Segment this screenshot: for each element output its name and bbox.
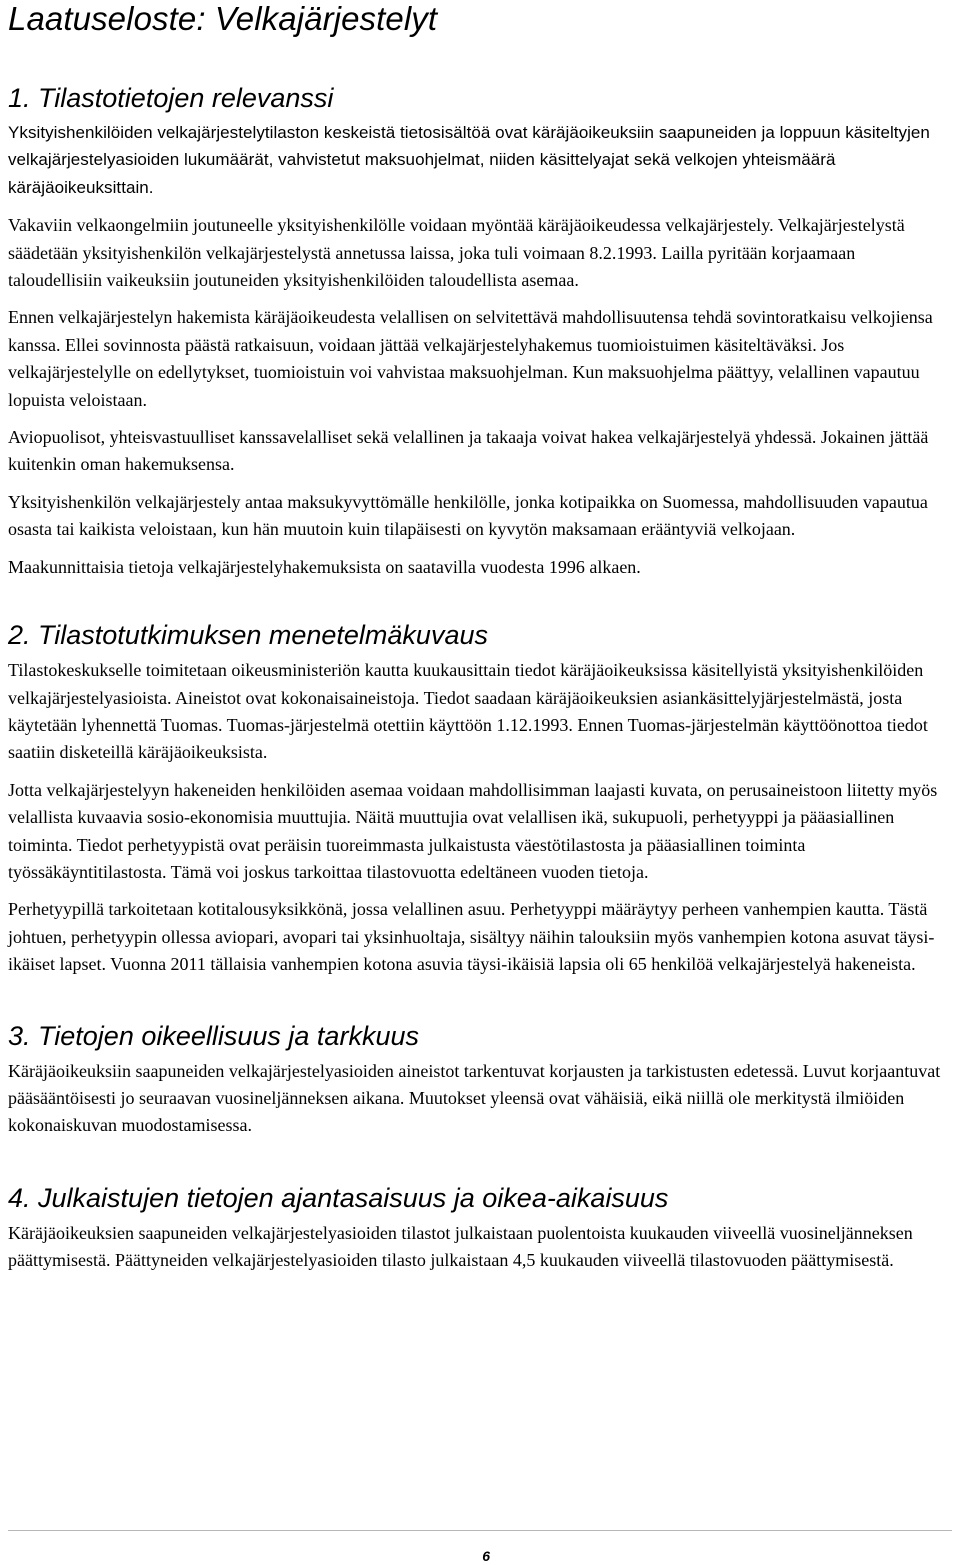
section-heading-methodology: 2. Tilastotutkimuksen menetelmäkuvaus — [8, 620, 488, 651]
paragraph: Tilastokeskukselle toimitetaan oikeusministeriön kautta kuukausittain tiedot käräjäoikeuksissa käsitellyistä yksityishenkilöiden velkajärjestelyasioista. Aineistot ovat kokonaisaineistoja. Tiedot saadaan käräjäoikeuksien asiankäsittelyjärjestelmästä, josta käytetään lyhennettä Tuomas. Tuomas-järjestelmä otettiin käyttöön 1.12.1993. Ennen Tuomas-järjestelmän käyttöönottoa tiedot saatiin disketeillä käräjäoikeuksista. — [8, 660, 928, 763]
footer-divider — [8, 1530, 952, 1531]
paragraph: Ennen velkajärjestelyn hakemista käräjäoikeudesta velallisen on selvitettävä mahdollisuutensa tehdä sovintoratkaisu velkojiensa kanssa. Ellei sovinnosta päästä ratkaisuun, voidaan jättää velkajärjestelyhakemus tuomioistuimen käsiteltäväksi. Jos velkajärjestelylle on edellytykset, tuomioistuin voi vahvistaa maksuohjelman. Kun maksuohjelma päättyy, velallinen vapautuu lopuista veloistaan. — [8, 307, 933, 410]
paragraph: Jotta velkajärjestelyyn hakeneiden henkilöiden asemaa voidaan mahdollisimman laajasti kuvata, on perusaineistoon liitetty myös velallista kuvaavia sosio-ekonomisia muuttujia. Näitä muuttujia ovat velallisen ikä, sukupuoli, perhetyyppi ja pääasiallinen toiminta. Tiedot perhetyypistä ovat peräisin tuoreimmasta julkaistusta väestötilastosta ja pääasiallinen toiminta työssäkäyntitilastosta. Tämä voi joskus tarkoittaa tilastovuotta edeltäneen vuoden tietoja. — [8, 779, 938, 882]
paragraph: Käräjäoikeuksien saapuneiden velkajärjestelyasioiden tilastot julkaistaan puolentoista kuukauden viiveellä vuosineljänneksen päättymisestä. Päättyneiden velkajärjestelyasioiden tilasto julkaistaan 4,5 kuukauden viiveellä tilastovuoden päättymisestä. — [8, 1222, 913, 1271]
paragraph: Maakunnittaisia tietoja velkajärjestelyhakemuksista on saatavilla vuodesta 1996 alkaen. — [8, 556, 641, 577]
paragraph: Perhetyypillä tarkoitetaan kotitalousyksikkönä, jossa velallinen asuu. Perhetyyppi määräytyy perheen vanhempien kautta. Tästä johtuen, perhetyypin ollessa aviopari, avopari tai yksinhuoltaja, sisältyy näihin talouksiin myös vanhempien kotona asuvat täysi-ikäiset lapset. Vuonna 2011 tällaisia vanhempien kotona asuvia täysi-ikäisiä lapsia oli 65 henkilöä velkajärjestelyä hakeneista. — [8, 899, 935, 975]
paragraph: Vakaviin velkaongelmiin joutuneelle yksityishenkilölle voidaan myöntää käräjäoikeudessa velkajärjestely. Velkajärjestelystä säädetään yksityishenkilön velkajärjestelystä annetussa laissa, joka tuli voimaan 8.2.1993. Lailla pyritään korjaamaan taloudellisiin vaikeuksiin joutuneiden yksityishenkilöiden taloudellista asemaa. — [8, 215, 905, 291]
section-heading-accuracy: 3. Tietojen oikeellisuus ja tarkkuus — [8, 1020, 419, 1051]
paragraph: Aviopuolisot, yhteisvastuulliset kanssavelalliset sekä velallinen ja takaaja voivat hakea velkajärjestelyä yhdessä. Jokainen jättää kuitenkin oman hakemuksensa. — [8, 427, 929, 475]
section-heading-relevance: 1. Tilastotietojen relevanssi — [8, 83, 334, 113]
page-number: 6 — [482, 1548, 490, 1564]
paragraph: Yksityishenkilön velkajärjestely antaa maksukyvyttömälle henkilölle, jonka kotipaikka on Suomessa, mahdollisuuden vapautua osasta tai kaikista veloistaan, kun hän muutoin kuin tilapäisesti on kyvytön maksamaan erääntyviä velkojaan. — [8, 491, 928, 540]
document-page — [8, 0, 952, 1275]
section-heading-timeliness: 4. Julkaistujen tietojen ajantasaisuus ja oikea-aikaisuus — [8, 1182, 669, 1213]
paragraph: Käräjäoikeuksiin saapuneiden velkajärjestelyasioiden aineistot tarkentuvat korjausten ja tarkistusten edetessä. Luvut korjaantuvat pääsääntöisesti jo seuraavan vuosineljänneksen aikana. Muutokset yleensä ovat vähäisiä, eikä niillä ole merkitystä ilmiöiden kokonaiskuvan muodostamisessa. — [8, 1060, 941, 1136]
paragraph: Yksityishenkilöiden velkajärjestelytilaston keskeistä tietosisältöä ovat käräjäoikeuksiin saapuneiden ja loppuun käsiteltyjen velkajärjestelyasioiden lukumäärät, vahvistetut maksuohjelmat, niiden käsittelyajat sekä velkojen yhteismäärä käräjäoikeuksittain. — [8, 123, 930, 197]
document-title: Laatuseloste: Velkajärjestelyt — [8, 0, 438, 37]
